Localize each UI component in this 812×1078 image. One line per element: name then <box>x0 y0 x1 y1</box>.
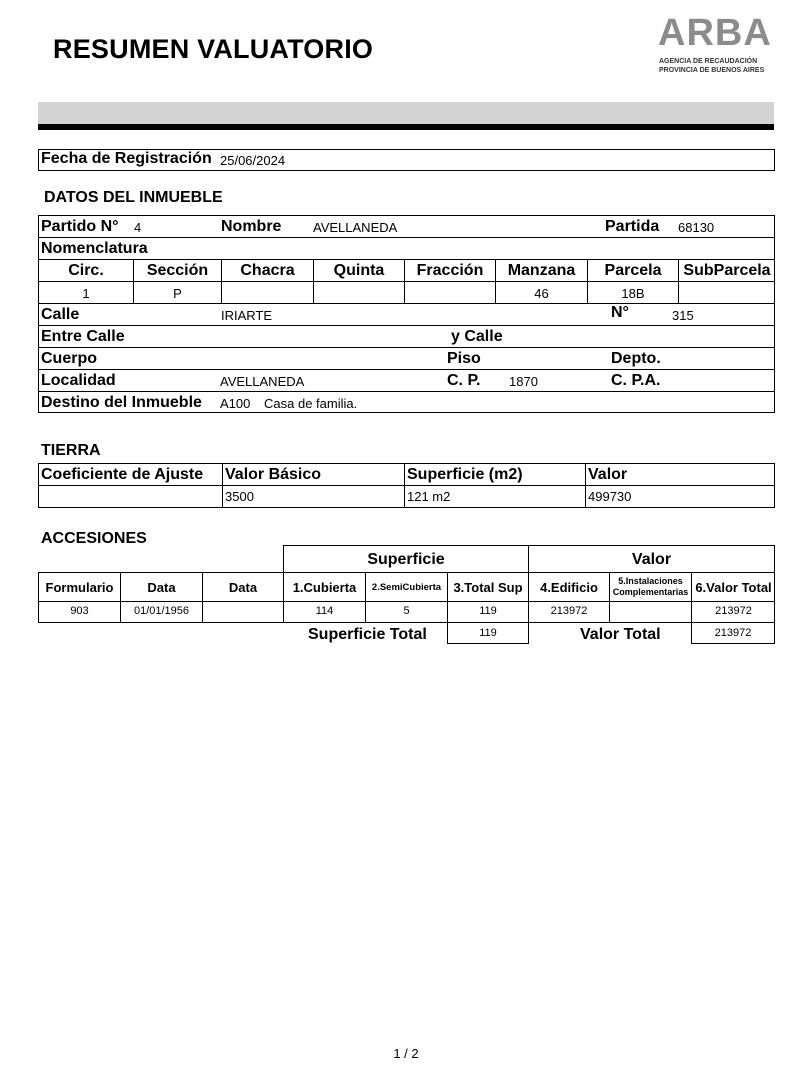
tierra-header: Coeficiente de Ajuste <box>41 466 204 483</box>
logo-subtitle-2: PROVINCIA DE BUENOS AIRES <box>659 67 765 74</box>
nom-header: Circ. <box>68 262 104 279</box>
tierra-table <box>38 463 775 508</box>
numero-label: N° <box>611 304 629 321</box>
nombre-value: AVELLANEDA <box>313 220 398 235</box>
tierra-header: Superficie (m2) <box>407 466 523 483</box>
cp-value: 1870 <box>509 374 538 389</box>
acc-header-data: Data <box>147 580 176 595</box>
partida-value: 68130 <box>678 220 715 235</box>
acc-cell: 114 <box>315 605 334 617</box>
acc-header-semicubierta: 2.SemiCubierta <box>371 582 442 593</box>
tierra-value: 499730 <box>588 489 632 504</box>
header-black-rule <box>38 124 774 130</box>
acc-cell: 119 <box>479 605 497 617</box>
nom-value: 18B <box>621 286 645 301</box>
nom-value: P <box>173 286 182 301</box>
depto-label: Depto. <box>611 350 661 367</box>
tierra-header: Valor Básico <box>225 466 322 483</box>
nombre-label: Nombre <box>221 218 282 235</box>
arba-logo: ARBA <box>658 12 772 54</box>
acc-cell: 5 <box>403 605 410 617</box>
superficie-total-label: Superficie Total <box>308 626 427 643</box>
nomenclatura-label: Nomenclatura <box>41 240 148 257</box>
tierra-value: 3500 <box>225 489 254 504</box>
tierra-header: Valor <box>588 466 628 483</box>
inmueble-table <box>38 215 775 413</box>
acc-header-data: Data <box>228 580 258 595</box>
page-number: 1 / 2 <box>393 1046 419 1061</box>
acc-cell: 213972 <box>715 605 752 617</box>
logo-subtitle-1: AGENCIA DE RECAUDACIÓN <box>659 58 758 65</box>
acc-header-instalaciones-line1: 5.Instalaciones <box>618 576 683 586</box>
superficie-group-label: Superficie <box>367 551 445 568</box>
numero-value: 315 <box>672 308 694 323</box>
superficie-group-header <box>283 545 529 573</box>
entre-calle-label: Entre Calle <box>41 328 125 345</box>
nom-header: Manzana <box>507 262 576 279</box>
acc-header-edificio: 4.Edificio <box>540 580 598 595</box>
cp-label: C. P. <box>447 372 481 389</box>
registration-label: Fecha de Registración <box>41 150 212 167</box>
nom-header: Chacra <box>240 262 295 279</box>
nom-value: 46 <box>534 286 549 301</box>
section-title-inmueble: DATOS DEL INMUEBLE <box>44 189 223 206</box>
y-calle-label: y Calle <box>451 328 503 345</box>
calle-value: IRIARTE <box>221 308 273 323</box>
valor-group-label: Valor <box>631 551 672 568</box>
localidad-label: Localidad <box>41 372 116 389</box>
accesiones-table <box>38 572 775 623</box>
nom-value: 1 <box>82 286 90 301</box>
page-title: RESUMEN VALUATORIO <box>53 34 374 64</box>
cuerpo-label: Cuerpo <box>41 350 97 367</box>
section-title-tierra: TIERRA <box>41 442 101 459</box>
piso-label: Piso <box>447 350 481 367</box>
registration-date: 25/06/2024 <box>220 153 286 168</box>
valor-group-header <box>528 545 775 573</box>
nom-header: Quinta <box>333 262 385 279</box>
partida-label: Partida <box>605 218 660 235</box>
acc-cell: 01/01/1956 <box>133 605 190 617</box>
valor-total-value: 213972 <box>691 622 775 644</box>
acc-cell: 903 <box>70 605 89 617</box>
acc-header-cubierta: 1.Cubierta <box>292 580 357 595</box>
calle-label: Calle <box>41 306 80 323</box>
valor-total-label: Valor Total <box>580 626 661 643</box>
cpa-label: C. P.A. <box>611 372 661 389</box>
acc-header-total-sup: 3.Total Sup <box>453 580 523 595</box>
nom-header: SubParcela <box>683 262 771 279</box>
acc-header-formulario: Formulario <box>45 580 114 595</box>
section-title-accesiones: ACCESIONES <box>41 530 147 547</box>
nom-header: Fracción <box>416 262 484 279</box>
partido-label: Partido N° <box>41 218 119 235</box>
destino-description: Casa de familia. <box>264 396 358 411</box>
acc-header-instalaciones-line2: Complementarias <box>612 587 689 597</box>
nom-header: Sección <box>146 262 209 279</box>
superficie-total-value: 119 <box>447 622 529 644</box>
destino-label: Destino del Inmueble <box>41 394 202 411</box>
destino-code: A100 <box>220 396 251 411</box>
header-gray-band <box>38 102 774 124</box>
acc-cell: 213972 <box>550 605 588 617</box>
tierra-value: 121 m2 <box>407 489 451 504</box>
partido-value: 4 <box>134 220 142 235</box>
acc-header-valor-total: 6.Valor Total <box>695 580 772 595</box>
localidad-value: AVELLANEDA <box>220 374 305 389</box>
acc-header-instalaciones <box>610 576 691 598</box>
nom-header: Parcela <box>604 262 662 279</box>
